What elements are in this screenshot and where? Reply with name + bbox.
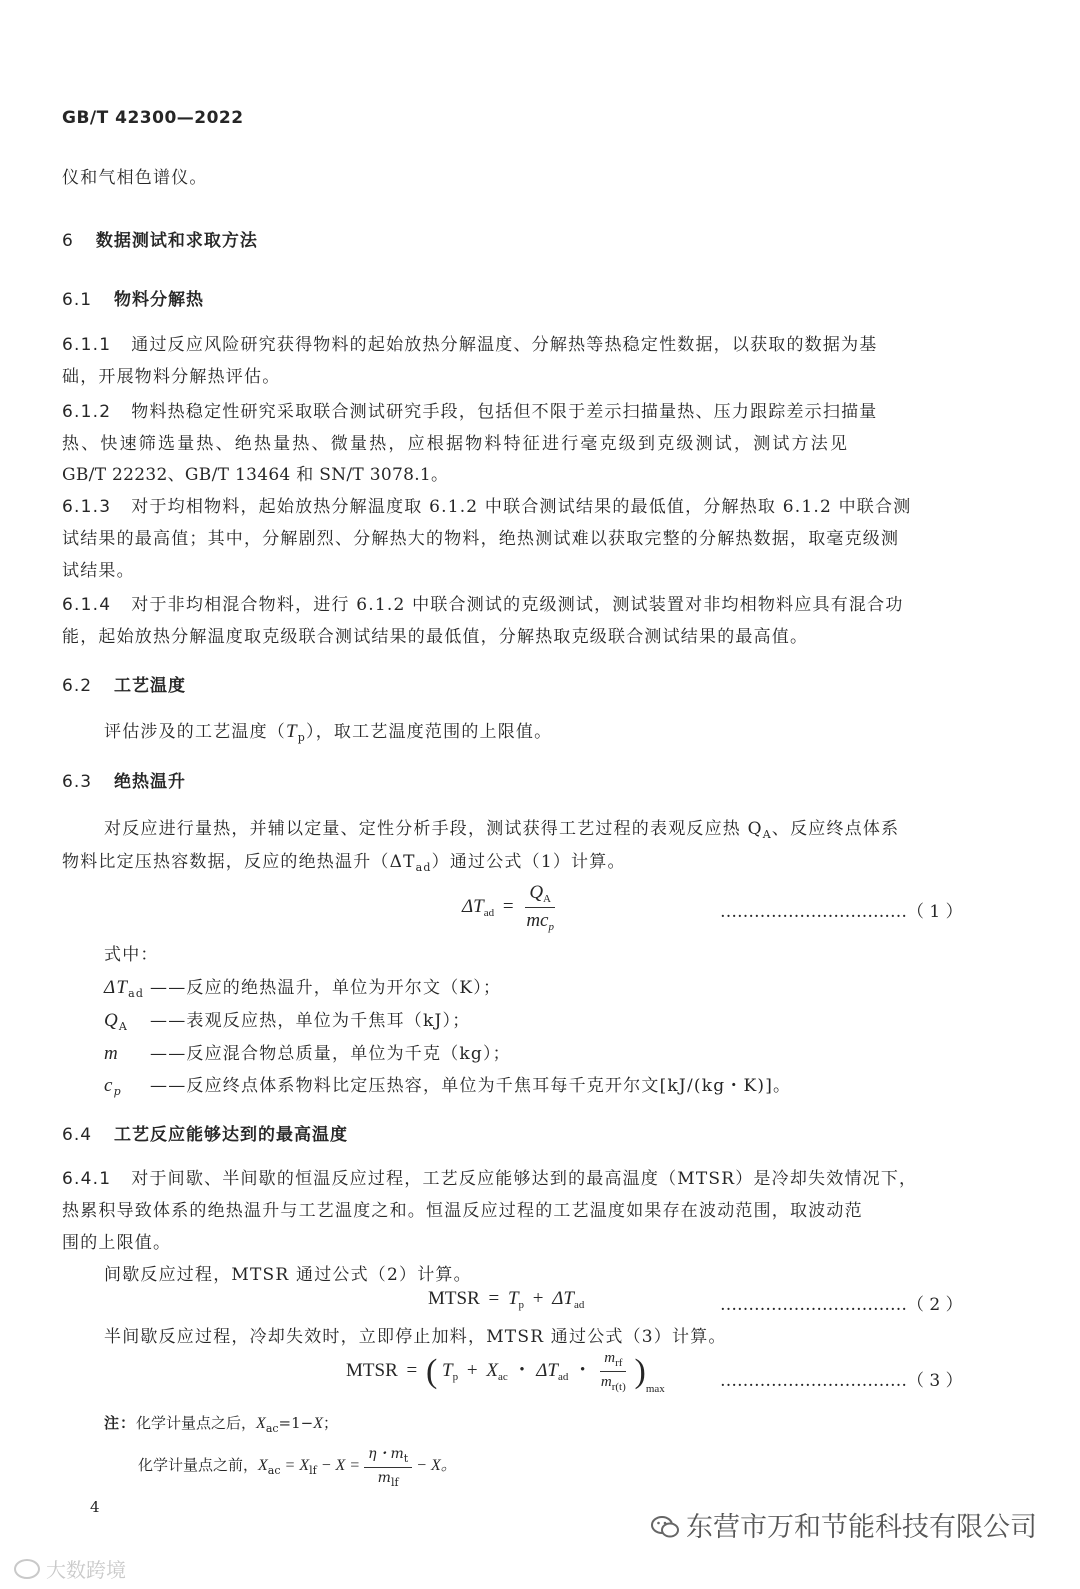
paragraph-6-2: 评估涉及的工艺温度$(T_p)$，取工艺温度范围的上限值。 <box>104 721 553 744</box>
note-line-2: 化学计量点之前，$X_{ac} = X_{lf} - X$ = $\frac{\eta・m_t}{m_{lf}}$ − X。 <box>138 1443 457 1489</box>
section-6-3-heading: 6.3 绝热温升 <box>62 772 187 792</box>
section-6-1-heading: 6.1 物料分解热 <box>62 290 205 310</box>
paragraph-6-1-3-line2: 试结果的最高值；其中，分解剧烈、分解热大的物料，绝热测试难以获取完整的分解热数据，取毫克级测 <box>62 529 900 549</box>
batch-process-text: 间歇反应过程，MTSR 通过公式（2）计算。 <box>104 1265 472 1285</box>
section-6-4-heading: 6.4 工艺反应能够达到的最高温度 <box>62 1125 349 1145</box>
section-6-2-heading: 6.2 工艺温度 <box>62 676 187 696</box>
where-label: 式中： <box>104 945 159 965</box>
watermark-right: 东营市万和节能科技有限公司 <box>650 1505 1037 1544</box>
paragraph-6-1-1: 6.1.1 通过反应风险研究获得物料的起始放热分解温度、分解热等热稳定性数据，以获取的数据为基 <box>62 335 878 355</box>
equation-3: MTSR = ( $T_p + X_{ac}$ ・ $\Delta T_{ad}$ ・ $\frac{m_{rf}}{m_{r(t)}}$ )$_{max}$ <box>346 1350 665 1395</box>
where-item-q: $Q_A$ ——表观反应热，单位为千焦耳（kJ）； <box>104 1010 471 1033</box>
note-fraction: $\frac{\eta・m_t}{m_{lf}}$ <box>364 1443 412 1489</box>
semibatch-process-text: 半间歇反应过程，冷却失效时，立即停止加料，MTSR 通过公式（3）计算。 <box>104 1327 727 1347</box>
paragraph-6-1-1-cont: 础，开展物料分解热评估。 <box>62 367 281 387</box>
paragraph-6-1-3-line3: 试结果。 <box>62 561 135 581</box>
watermark-left: 大数跨境 <box>14 1554 126 1583</box>
equation-2: MTSR = $T_p + \Delta T_{ad}$ <box>428 1288 585 1311</box>
equation-1-fraction: $\frac{Q_A}{mc_p}$ <box>526 882 554 933</box>
paragraph-6-4-1-line2: 热累积导致体系的绝热温升与工艺温度之和。恒温反应过程的工艺温度如果存在波动范围，取波动范 <box>62 1201 863 1221</box>
equation-1: $\Delta T_{ad}$ = $\frac{Q_A}{mc_p}$ <box>462 882 558 933</box>
equation-2-leader: ……………………………（ 2 ） <box>720 1295 963 1315</box>
watermark-logo-icon <box>14 1559 40 1579</box>
paragraph-6-3-line1: 对反应进行量热，并辅以定量、定性分析手段，测试获得工艺过程的表观反应热 $Q_A$、反应终点体系 <box>104 819 900 841</box>
paragraph-6-1-2: 6.1.2 物料热稳定性研究采取联合测试研究手段，包括但不限于差示扫描量热、压力跟踪差示扫描量 <box>62 402 878 422</box>
page-number: 4 <box>90 1498 100 1516</box>
where-item-delta-t: $\Delta T_{ad}$ ——反应的绝热温升，单位为开尔文（K）； <box>104 977 502 1000</box>
where-item-cp: $c_p$ ——反应终点体系物料比定压热容，单位为千焦耳每千克开尔文[kJ/(kg・K)]。 <box>104 1075 792 1098</box>
paragraph-6-3-line2: 物料比定压热容数据，反应的绝热温升$(\Delta T_{ad})$通过公式（1）计算。 <box>62 852 626 874</box>
equation-3-fraction: $\frac{m_{rf}}{m_{r(t)}}$ <box>600 1350 626 1393</box>
paragraph-6-4-1-line3: 围的上限值。 <box>62 1233 172 1253</box>
paragraph-6-1-4: 6.1.4 对于非均相混合物料，进行 6.1.2 中联合测试的克级测试，测试装置对非均相物料应具有混合功 <box>62 595 904 615</box>
where-item-m: m ——反应混合物总质量，单位为千克（kg）； <box>104 1043 511 1064</box>
equation-3-leader: ……………………………（ 3 ） <box>720 1371 963 1391</box>
paragraph-6-1-4-line2: 能，起始放热分解温度取克级联合测试结果的最低值，分解热取克级联合测试结果的最高值。 <box>62 627 809 647</box>
paragraph-6-1-2-line2: 热、快速筛选量热、绝热量热、微量热，应根据物料特征进行毫克级到克级测试，测试方法见 <box>62 434 850 454</box>
standard-number: GB/T 42300—2022 <box>62 108 244 128</box>
section-6-heading: 6 数据测试和求取方法 <box>62 231 258 251</box>
paragraph-6-4-1: 6.4.1 对于间歇、半间歇的恒温反应过程，工艺反应能够达到的最高温度（MTSR）是冷却失效情况下， <box>62 1169 918 1189</box>
paragraph-6-1-3: 6.1.3 对于均相物料，起始放热分解温度取 6.1.2 中联合测试结果的最低值，分解热取 6.1.2 中联合测 <box>62 497 912 517</box>
note-line-1: 注：化学计量点之后，$X_{ac}=1-X$； <box>104 1414 339 1435</box>
paragraph-6-1-2-line3: GB/T 22232、GB/T 13464 和 SN/T 3078.1。 <box>62 465 449 485</box>
equation-1-leader: ……………………………（ 1 ） <box>720 902 963 922</box>
wechat-icon <box>650 1515 680 1539</box>
continuation-text: 仪和气相色谱仪。 <box>62 168 208 188</box>
